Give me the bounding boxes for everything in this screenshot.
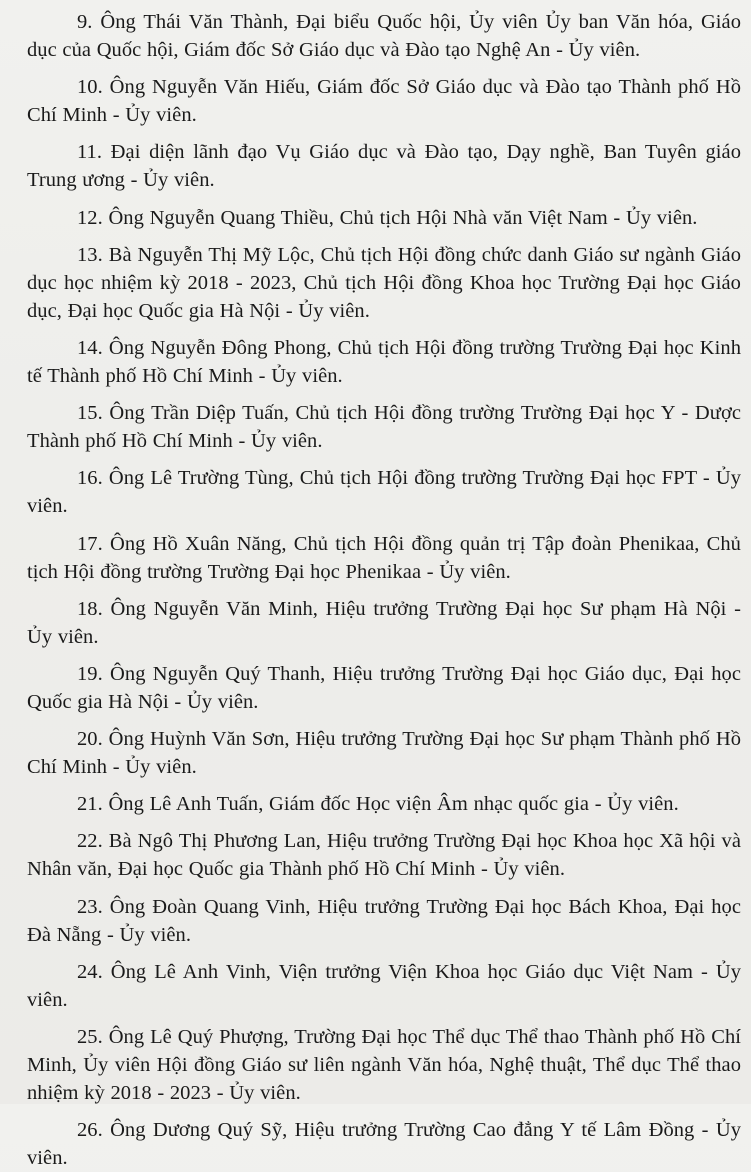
list-item-22: 22. Bà Ngô Thị Phương Lan, Hiệu trưởng Trường Đại học Khoa học Xã hội và Nhân văn, Đại học Quốc gia Thành phố Hồ Chí Minh - Ủy viên. xyxy=(27,830,741,881)
list-item-9: 9. Ông Thái Văn Thành, Đại biểu Quốc hội, Ủy viên Ủy ban Văn hóa, Giáo dục của Quốc hội, Giám đốc Sở Giáo dục và Đào tạo Nghệ An - Ủy viên. xyxy=(27,11,741,61)
list-item-17: 17. Ông Hồ Xuân Năng, Chủ tịch Hội đồng quản trị Tập đoàn Phenikaa, Chủ tịch Hội đồng trường Trường Đại học Phenikaa - Ủy viên. xyxy=(27,532,741,583)
list-item-10: 10. Ông Nguyễn Văn Hiếu, Giám đốc Sở Giáo dục và Đào tạo Thành phố Hồ Chí Minh - Ủy viên. xyxy=(27,76,741,127)
list-item-20: 20. Ông Huỳnh Văn Sơn, Hiệu trưởng Trường Đại học Sư phạm Thành phố Hồ Chí Minh - Ủy viên. xyxy=(27,728,741,779)
list-item-24: 24. Ông Lê Anh Vinh, Viện trưởng Viện Khoa học Giáo dục Việt Nam - Ủy viên. xyxy=(27,960,741,1011)
list-item-26: 26. Ông Dương Quý Sỹ, Hiệu trưởng Trường Cao đẳng Y tế Lâm Đồng - Ủy viên. xyxy=(27,1119,741,1170)
list-item-21: 21. Ông Lê Anh Tuấn, Giám đốc Học viện Âm nhạc quốc gia - Ủy viên. xyxy=(77,793,679,816)
list-item-11: 11. Đại diện lãnh đạo Vụ Giáo dục và Đào tạo, Dạy nghề, Ban Tuyên giáo Trung ương - Ủy viên. xyxy=(27,141,741,192)
list-item-12: 12. Ông Nguyễn Quang Thiều, Chủ tịch Hội Nhà văn Việt Nam - Ủy viên. xyxy=(77,206,698,229)
list-item-18: 18. Ông Nguyễn Văn Minh, Hiệu trưởng Trường Đại học Sư phạm Hà Nội - Ủy viên. xyxy=(27,597,741,648)
list-item-25: 25. Ông Lê Quý Phượng, Trường Đại học Thể dục Thể thao Thành phố Hồ Chí Minh, Ủy viên Hội đồng Giáo sư liên ngành Văn hóa, Nghệ thuật, Thể dục Thể thao nhiệm kỳ 2018 - 2023 - Ủy viên. xyxy=(27,1026,741,1104)
list-item-15: 15. Ông Trần Diệp Tuấn, Chủ tịch Hội đồng trường Trường Đại học Y - Dược Thành phố Hồ Chí Minh - Ủy viên. xyxy=(27,402,741,453)
list-item-16: 16. Ông Lê Trường Tùng, Chủ tịch Hội đồng trường Trường Đại học FPT - Ủy viên. xyxy=(27,467,741,518)
list-item-23: 23. Ông Đoàn Quang Vinh, Hiệu trưởng Trường Đại học Bách Khoa, Đại học Đà Nẵng - Ủy viên. xyxy=(27,895,741,946)
list-item-13: 13. Bà Nguyễn Thị Mỹ Lộc, Chủ tịch Hội đồng chức danh Giáo sư ngành Giáo dục học nhiệm kỳ 2018 - 2023, Chủ tịch Hội đồng Khoa học Trường Đại học Giáo dục, Đại học Quốc gia Hà Nội - Ủy viên. xyxy=(27,243,741,322)
list-item-19: 19. Ông Nguyễn Quý Thanh, Hiệu trưởng Trường Đại học Giáo dục, Đại học Quốc gia Hà Nội - Ủy viên. xyxy=(27,662,741,713)
list-item-14: 14. Ông Nguyễn Đông Phong, Chủ tịch Hội đồng trường Trường Đại học Kinh tế Thành phố Hồ Chí Minh - Ủy viên. xyxy=(27,336,741,387)
